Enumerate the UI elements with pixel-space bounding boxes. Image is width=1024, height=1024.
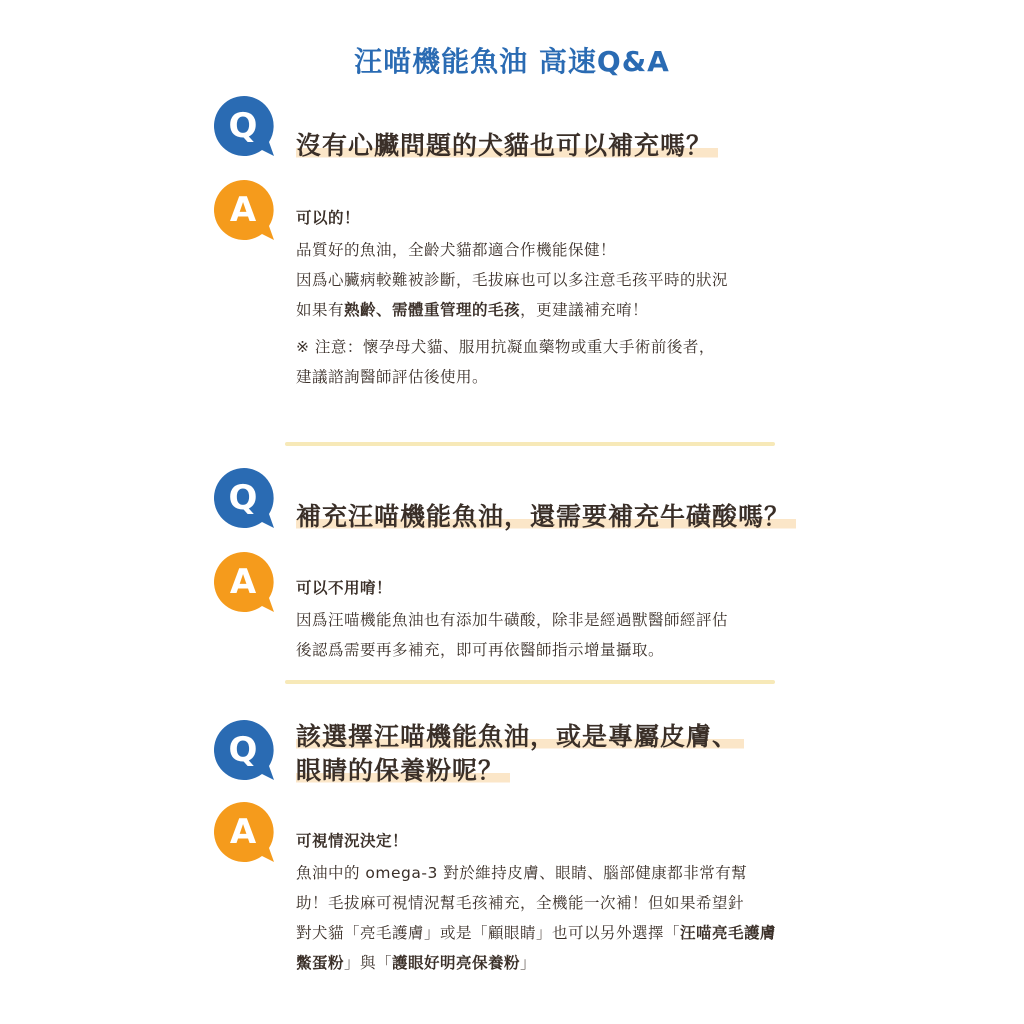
svg-text:A: A	[229, 190, 257, 230]
divider	[285, 442, 775, 446]
answer-2: 可以不用唷！ 因爲汪喵機能魚油也有添加牛磺酸，除非是經過獸醫師經評估 後認爲需要再多補充，即可再依醫師指示增量攝取。	[296, 573, 728, 665]
answer-lead: 可以的！	[296, 209, 361, 227]
a-badge-icon	[212, 800, 276, 864]
svg-text:A: A	[229, 562, 257, 602]
page-title: 汪喵機能魚油 高速Q&A	[354, 45, 670, 78]
answer-lead: 可視情況決定！	[296, 832, 409, 850]
q-badge-icon	[212, 94, 276, 158]
svg-text:A: A	[229, 812, 257, 852]
svg-text:Q: Q	[228, 106, 258, 146]
question-2: 補充汪喵機能魚油，還需要補充牛磺酸嗎？	[296, 500, 796, 534]
answer-1-note: ※ 注意：懷孕母犬貓、服用抗凝血藥物或重大手術前後者， 建議諮詢醫師評估後使用。	[296, 338, 715, 386]
answer-lead: 可以不用唷！	[296, 579, 393, 597]
answer-1: 可以的！ 品質好的魚油，全齡犬貓都適合作機能保健！ 因爲心臟病較難被診斷，毛拔麻也可以多注意毛孩平時的狀況 如果有熟齡、需體重管理的毛孩，更建議補充唷！	[296, 203, 728, 325]
a-badge-icon	[212, 178, 276, 242]
a-badge-icon	[212, 550, 276, 614]
svg-text:Q: Q	[228, 730, 258, 770]
answer-3: 可視情況決定！ 魚油中的 omega-3 對於維持皮膚、眼睛、腦部健康都非常有幫 助！毛拔麻可視情況幫毛孩補充，全機能一次補！但如果希望針 對犬貓「亮毛護膚」或是「顧眼睛」也可以另外選擇「汪喵亮毛護膚 鱉蛋粉」與「護眼好明亮保養粉」	[296, 826, 776, 978]
question-3: 該選擇汪喵機能魚油，或是專屬皮膚、 眼睛的保養粉呢？	[296, 720, 744, 788]
divider	[285, 680, 775, 684]
svg-text:Q: Q	[228, 478, 258, 518]
question-1: 沒有心臟問題的犬貓也可以補充嗎？	[296, 129, 718, 163]
q-badge-icon	[212, 718, 276, 782]
q-badge-icon	[212, 466, 276, 530]
